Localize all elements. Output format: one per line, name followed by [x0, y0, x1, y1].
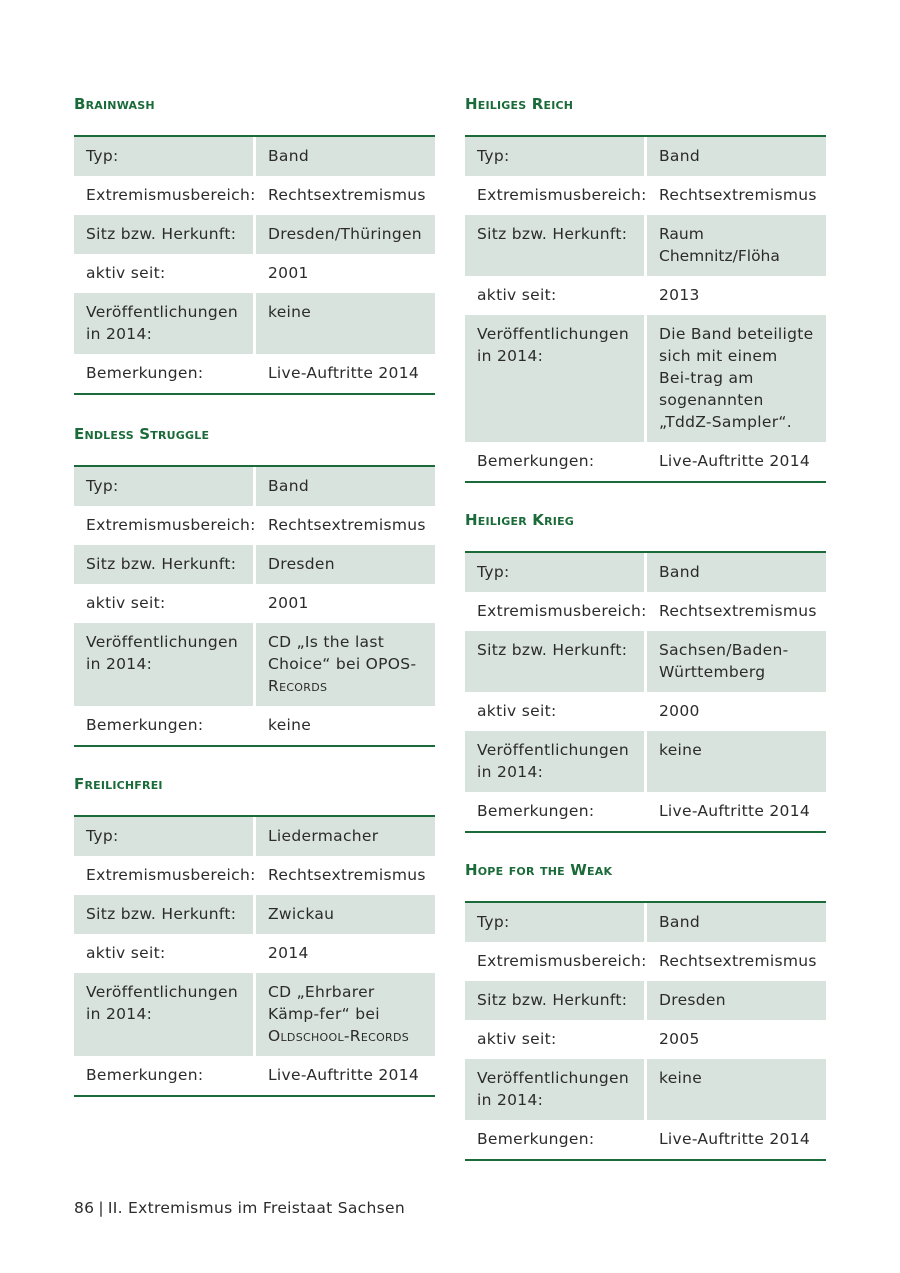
value-veroeff: keine [256, 293, 435, 354]
label-sitz: Sitz bzw. Herkunft: [465, 981, 644, 1020]
label-typ: Typ: [74, 467, 253, 506]
release-text: CD „Is the last Choice“ bei OPOS- [268, 633, 417, 673]
label-veroeff: Veröffentlichungen in 2014: [465, 315, 644, 442]
label-sitz: Sitz bzw. Herkunft: [74, 545, 253, 584]
entry-title: Endless Struggle [74, 425, 210, 443]
value-veroeff: keine [647, 1059, 826, 1120]
entry-freilichfrei [74, 773, 435, 1097]
label-bemerk: Bemerkungen: [477, 1130, 595, 1148]
footer-separator: | [98, 1199, 104, 1217]
label-sitz: Sitz bzw. Herkunft: [465, 215, 644, 276]
value-bemerk: Live-Auftritte 2014 [268, 1066, 420, 1084]
entry-title: Heiliges Reich [465, 95, 574, 113]
table-row [465, 903, 826, 942]
label-bereich: Extremismusbereich: [477, 602, 647, 620]
value-bereich: Rechtsextremismus [268, 866, 426, 884]
value-bereich: Rechtsextremismus [268, 186, 426, 204]
value-aktiv: 2005 [659, 1030, 700, 1048]
value-bemerk: Live-Auftritte 2014 [659, 802, 811, 820]
entry-title: Hope for the Weak [465, 861, 613, 879]
value-typ: Band [647, 553, 826, 592]
table-row [74, 176, 435, 215]
table-row [465, 592, 826, 631]
label-typ: Typ: [74, 137, 253, 176]
info-table [74, 135, 435, 395]
value-bemerk: Live-Auftritte 2014 [659, 452, 811, 470]
left-column [74, 93, 435, 1123]
table-row [465, 137, 826, 176]
table-row [74, 584, 435, 623]
label-bereich: Extremismusbereich: [86, 186, 256, 204]
table-row [74, 506, 435, 545]
label-typ: Typ: [465, 137, 644, 176]
label-bereich: Extremismusbereich: [86, 516, 256, 534]
table-row [465, 981, 826, 1020]
entry-heiliger-krieg [465, 509, 826, 833]
label-aktiv: aktiv seit: [477, 1030, 557, 1048]
label-veroeff: Veröffentlichungen in 2014: [465, 1059, 644, 1120]
table-row [74, 856, 435, 895]
value-typ: Band [647, 903, 826, 942]
value-typ: Band [256, 467, 435, 506]
value-aktiv: 2013 [659, 286, 700, 304]
right-column [465, 93, 826, 1187]
label-bemerk: Bemerkungen: [86, 364, 204, 382]
table-row [465, 315, 826, 442]
table-row [74, 973, 435, 1056]
table-row [74, 467, 435, 506]
label-aktiv: aktiv seit: [86, 264, 166, 282]
table-row [465, 215, 826, 276]
label-veroeff: Veröffentlichungen in 2014: [74, 293, 253, 354]
value-veroeff [256, 973, 435, 1056]
table-row [465, 176, 826, 215]
page-footer [74, 1197, 405, 1219]
page-number: 86 [74, 1199, 95, 1217]
info-table [74, 465, 435, 747]
table-row [465, 792, 826, 831]
value-bemerk: keine [268, 716, 312, 734]
label-name: Oldschool-Records [268, 1027, 410, 1045]
value-aktiv: 2014 [268, 944, 309, 962]
table-row [465, 1059, 826, 1120]
table-row [465, 442, 826, 481]
table-row [74, 934, 435, 973]
label-sitz: Sitz bzw. Herkunft: [74, 895, 253, 934]
table-row [465, 631, 826, 692]
label-veroeff: Veröffentlichungen in 2014: [465, 731, 644, 792]
entry-hope-for-the-weak [465, 859, 826, 1161]
label-typ: Typ: [465, 553, 644, 592]
label-typ: Typ: [465, 903, 644, 942]
info-table [74, 815, 435, 1097]
value-sitz: Zwickau [256, 895, 435, 934]
table-row [74, 706, 435, 745]
label-aktiv: aktiv seit: [477, 286, 557, 304]
label-bereich: Extremismusbereich: [477, 952, 647, 970]
label-veroeff: Veröffentlichungen in 2014: [74, 973, 253, 1056]
value-bereich: Rechtsextremismus [268, 516, 426, 534]
value-aktiv: 2001 [268, 594, 309, 612]
table-row [465, 942, 826, 981]
entry-title: Heiliger Krieg [465, 511, 575, 529]
value-veroeff [256, 623, 435, 706]
entry-heiliges-reich [465, 93, 826, 483]
table-row [465, 1120, 826, 1159]
label-bereich: Extremismusbereich: [477, 186, 647, 204]
value-bereich: Rechtsextremismus [659, 952, 817, 970]
info-table [465, 135, 826, 483]
table-row [465, 1020, 826, 1059]
value-sitz: Dresden [647, 981, 826, 1020]
label-sitz: Sitz bzw. Herkunft: [465, 631, 644, 692]
label-bereich: Extremismusbereich: [86, 866, 256, 884]
entry-title: Brainwash [74, 95, 155, 113]
table-row [74, 215, 435, 254]
entry-brainwash [74, 93, 435, 395]
value-veroeff: Die Band beteiligte sich mit einem Bei-trag am sogenannten „TddZ-Sampler“. [647, 315, 826, 442]
table-row [74, 895, 435, 934]
label-aktiv: aktiv seit: [477, 702, 557, 720]
value-typ: Band [256, 137, 435, 176]
label-sitz: Sitz bzw. Herkunft: [74, 215, 253, 254]
table-row [465, 731, 826, 792]
table-row [74, 545, 435, 584]
table-row [74, 254, 435, 293]
value-typ: Liedermacher [256, 817, 435, 856]
value-sitz: Dresden [256, 545, 435, 584]
table-row [74, 137, 435, 176]
value-aktiv: 2001 [268, 264, 309, 282]
table-row [74, 1056, 435, 1095]
value-bereich: Rechtsextremismus [659, 186, 817, 204]
label-typ: Typ: [74, 817, 253, 856]
table-row [465, 553, 826, 592]
table-row [74, 623, 435, 706]
entry-endless-struggle [74, 423, 435, 747]
label-bemerk: Bemerkungen: [477, 452, 595, 470]
value-bemerk: Live-Auftritte 2014 [268, 364, 420, 382]
label-bemerk: Bemerkungen: [86, 716, 204, 734]
value-sitz: Sachsen/Baden-Württemberg [647, 631, 826, 692]
info-table [465, 901, 826, 1161]
table-row [465, 692, 826, 731]
table-row [74, 293, 435, 354]
label-bemerk: Bemerkungen: [477, 802, 595, 820]
entry-title: Freilichfrei [74, 775, 163, 793]
table-row [74, 817, 435, 856]
value-sitz: Raum Chemnitz/Flöha [647, 215, 826, 276]
value-typ: Band [647, 137, 826, 176]
chapter-title: II. Extremismus im Freistaat Sachsen [107, 1199, 405, 1217]
value-bemerk: Live-Auftritte 2014 [659, 1130, 811, 1148]
label-veroeff: Veröffentlichungen in 2014: [74, 623, 253, 706]
release-text: CD „Ehrbarer Kämp-fer“ bei [268, 983, 380, 1023]
label-name: Records [268, 677, 328, 695]
label-bemerk: Bemerkungen: [86, 1066, 204, 1084]
value-bereich: Rechtsextremismus [659, 602, 817, 620]
value-aktiv: 2000 [659, 702, 700, 720]
table-row [465, 276, 826, 315]
value-sitz: Dresden/Thüringen [256, 215, 435, 254]
label-aktiv: aktiv seit: [86, 594, 166, 612]
value-veroeff: keine [647, 731, 826, 792]
info-table [465, 551, 826, 833]
label-aktiv: aktiv seit: [86, 944, 166, 962]
table-row [74, 354, 435, 393]
